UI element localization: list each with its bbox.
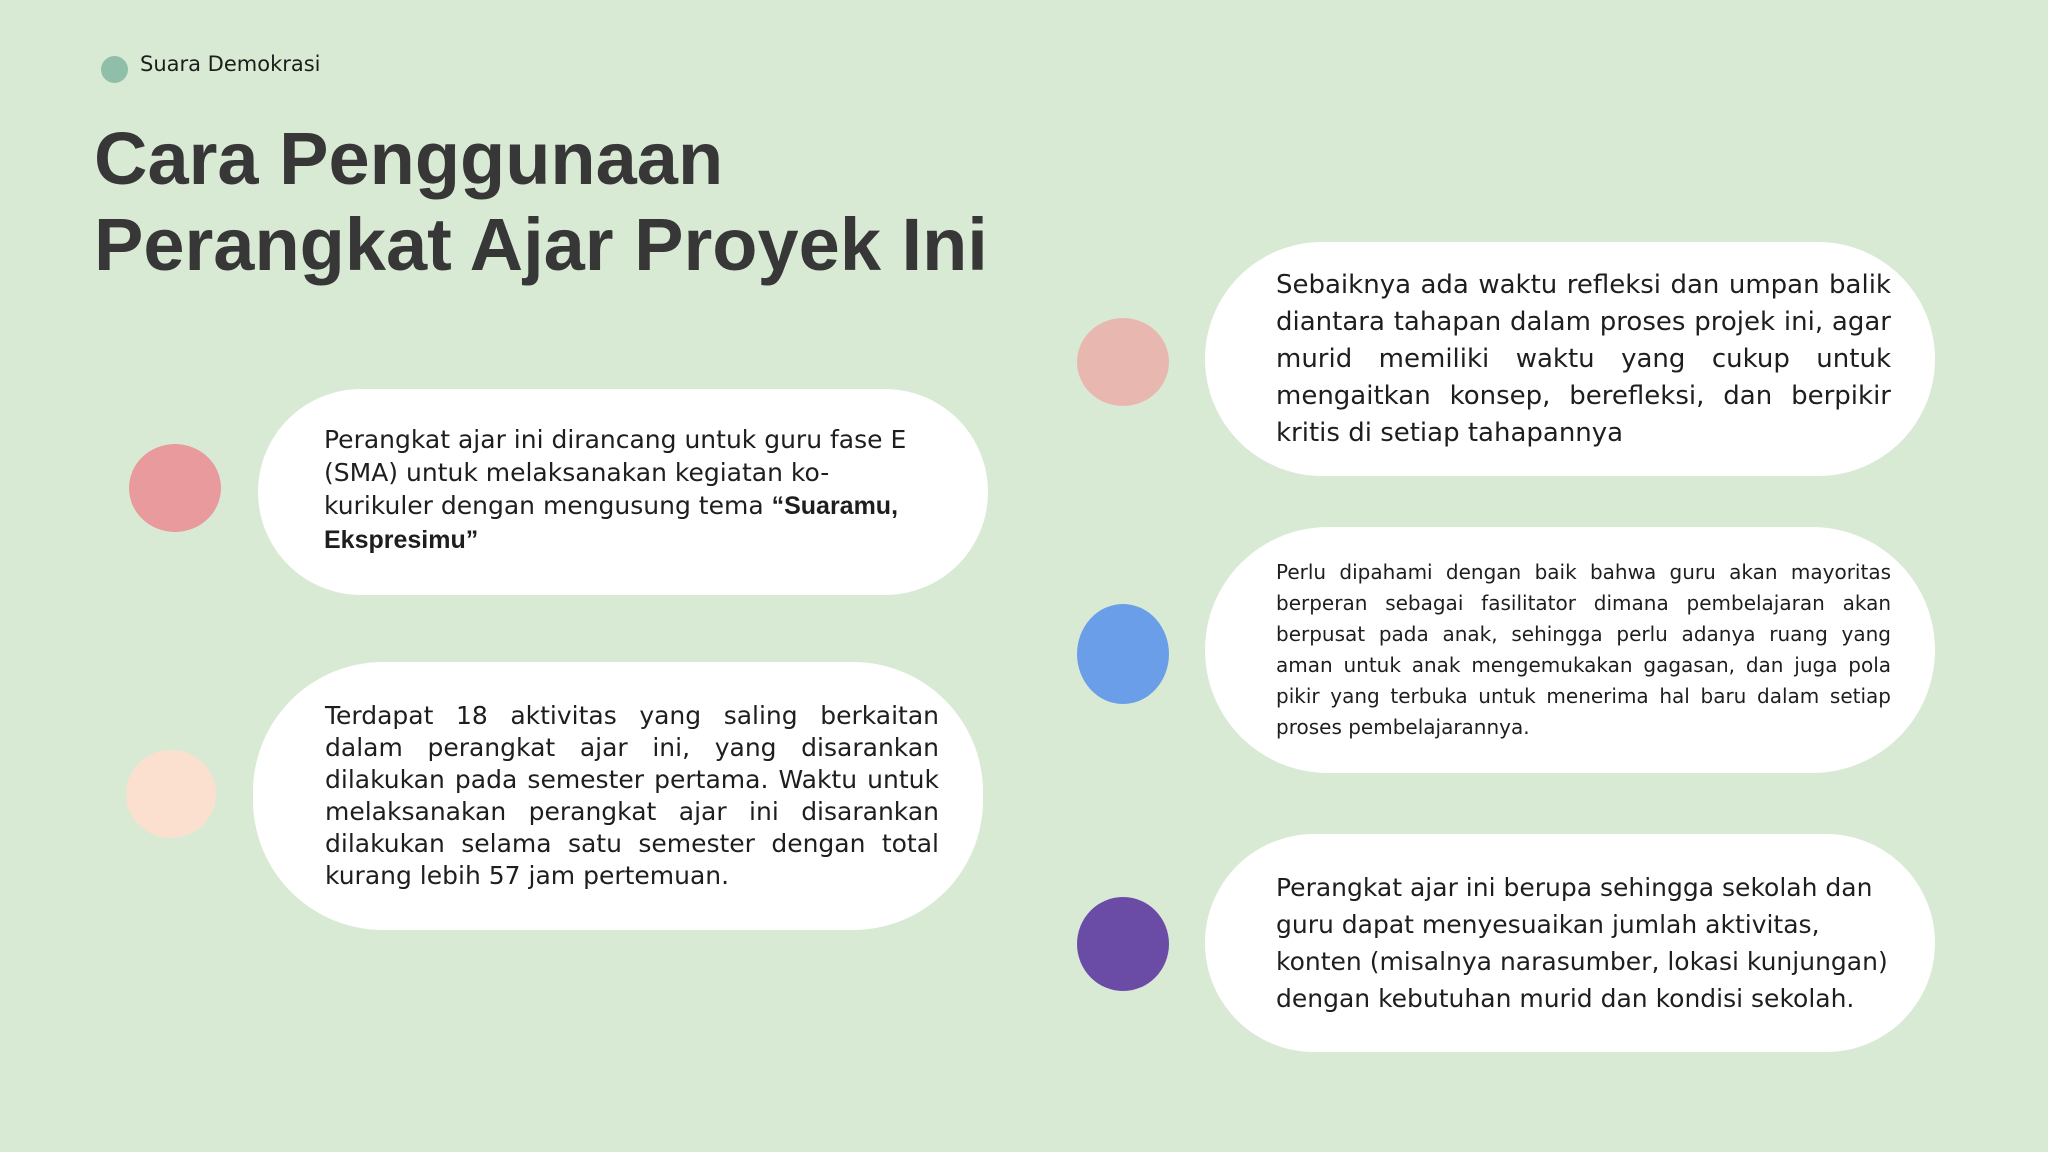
page-title-line-1: Cara Penggunaan [94, 117, 724, 200]
card-5-dot-icon [1077, 897, 1169, 991]
info-card-1-text [324, 423, 918, 557]
page-title-line-2: Perangkat Ajar Proyek Ini [94, 203, 988, 286]
info-card-3-text: Sebaiknya ada waktu refleksi dan umpan balik diantara tahapan dalam proses projek ini, agar murid memiliki waktu yang cukup untuk mengaitkan konsep, berefleksi, dan berpikir kritis di setiap tahapannya [1276, 269, 1891, 448]
theme-highlight: “Suaramu, Ekspresimu” [324, 492, 899, 554]
card-3-dot-icon [1077, 318, 1169, 406]
brand-header [101, 44, 321, 83]
info-card-3 [1205, 242, 1935, 476]
brand-name: Suara Demokrasi [140, 51, 321, 76]
info-card-5 [1205, 834, 1935, 1052]
info-card-4 [1205, 527, 1935, 773]
card-4-dot-icon [1077, 604, 1169, 704]
page-title [94, 116, 1074, 288]
info-card-1 [258, 389, 988, 595]
info-card-5-text: Perangkat ajar ini berupa sehingga sekolah dan guru dapat menyesuaikan jumlah aktivitas, konten (misalnya narasumber, lokasi kunjungan) dengan kebutuhan murid dan kondisi sekolah. [1276, 873, 1888, 1013]
brand-dot-icon [101, 56, 128, 83]
info-card-2 [253, 662, 983, 930]
info-card-1-body: Perangkat ajar ini dirancang untuk guru fase E (SMA) untuk melaksanakan kegiatan ko-kurikuler dengan mengusung tema [324, 425, 907, 520]
info-card-2-text: Terdapat 18 aktivitas yang saling berkaitan dalam perangkat ajar ini, yang disarankan dilakukan pada semester pertama. Waktu untuk melaksanakan perangkat ajar ini disarankan dilakukan selama satu semester dengan total kurang lebih 57 jam pertemuan. [325, 701, 939, 890]
card-1-dot-icon [129, 444, 221, 532]
card-2-dot-icon [126, 750, 216, 838]
info-card-4-text: Perlu dipahami dengan baik bahwa guru akan mayoritas berperan sebagai fasilitator dimana pembelajaran akan berpusat pada anak, sehingga perlu adanya ruang yang aman untuk anak mengemukakan gagasan, dan juga pola pikir yang terbuka untuk menerima hal baru dalam setiap proses pembelajarannya. [1276, 560, 1891, 739]
